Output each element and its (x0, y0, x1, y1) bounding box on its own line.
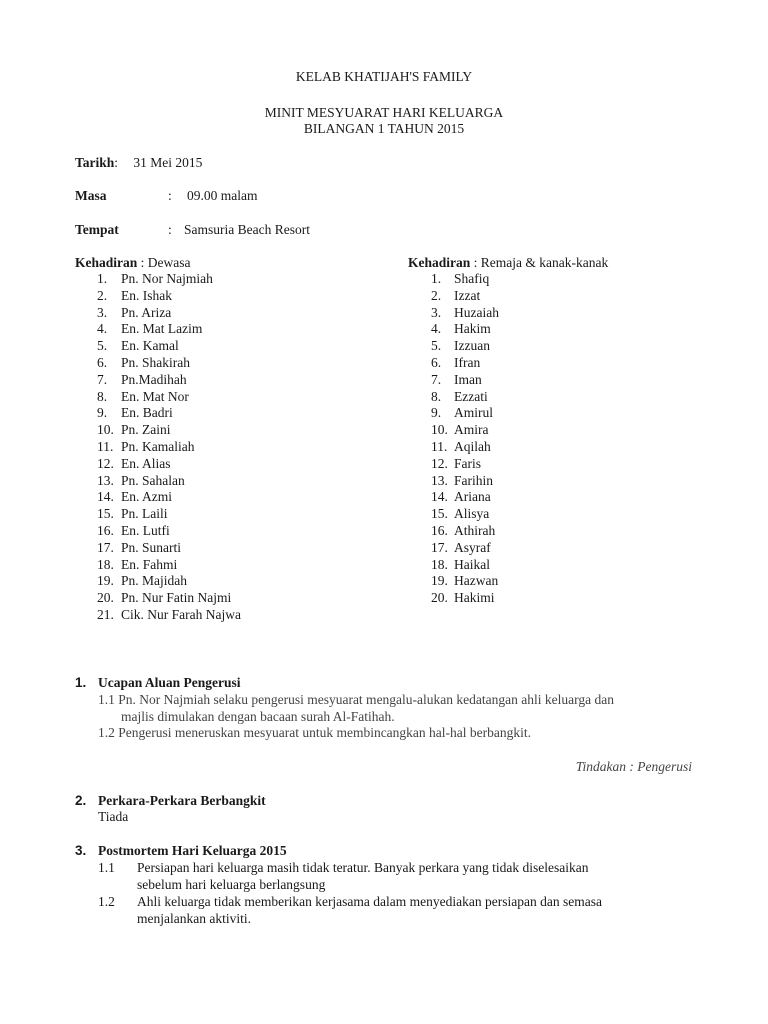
place-value: Samsuria Beach Resort (184, 222, 310, 237)
attendee-item (431, 540, 499, 557)
attendee-number: 9. (431, 405, 442, 421)
place-sep: : (168, 222, 172, 237)
attendee-name: Aqilah (454, 438, 491, 454)
section-2-body: Tiada (98, 809, 129, 824)
attendee-number: 10. (431, 422, 448, 438)
attendee-item (431, 473, 499, 490)
attendee-number: 13. (97, 472, 114, 488)
attendee-name: Pn. Nur Fatin Najmi (121, 590, 232, 606)
attendee-name: Hakim (454, 321, 491, 337)
section-3-number: 3. (75, 843, 87, 858)
attendee-number: 20. (431, 590, 448, 606)
attendee-name: En. Ishak (121, 287, 172, 303)
attendee-name: Shafiq (454, 271, 490, 286)
attendee-number: 9. (97, 405, 108, 421)
attendee-item (97, 338, 241, 355)
attendee-item (97, 389, 241, 406)
attendee-item (431, 557, 499, 574)
attendee-name: Pn. Kamaliah (121, 438, 195, 454)
attendee-name: En. Mat Lazim (121, 321, 203, 337)
attendee-name: Amira (454, 422, 489, 438)
section-2-number: 2. (75, 793, 87, 808)
attendee-name: Amirul (454, 405, 493, 421)
attendee-number: 13. (431, 472, 448, 488)
attendee-item (97, 590, 241, 607)
attendee-item (431, 590, 499, 607)
attendee-item (97, 422, 241, 439)
youth-attendance-heading: Kehadiran : Remaja & kanak-kanak (408, 255, 609, 270)
attendee-number: 7. (97, 371, 108, 387)
attendee-item (431, 305, 499, 322)
attendee-name: Alisya (454, 506, 490, 522)
attendee-number: 10. (97, 422, 114, 438)
attendee-item (97, 557, 241, 574)
attendee-item (431, 573, 499, 590)
attendee-item (97, 288, 241, 305)
attendee-number: 20. (97, 590, 114, 606)
attendee-item (97, 456, 241, 473)
attendee-item (97, 489, 241, 506)
attendee-name: Pn.Madihah (121, 371, 187, 387)
attendee-number: 15. (97, 506, 114, 522)
attendee-number: 2. (431, 287, 442, 303)
attendee-name: Pn. Sahalan (121, 472, 185, 488)
attendee-name: Pn. Majidah (121, 573, 187, 589)
attendee-name: Izzat (454, 287, 481, 303)
attendee-item (97, 540, 241, 557)
attendee-number: 12. (97, 455, 114, 471)
attendee-name: Ifran (454, 354, 481, 370)
attendee-number: 6. (97, 354, 108, 370)
attendee-name: En. Mat Nor (121, 388, 189, 404)
minutes-title: MINIT MESYUARAT HARI KELUARGA (264, 105, 504, 120)
section-1-number: 1. (75, 675, 87, 690)
attendee-item (97, 321, 241, 338)
youth-list (431, 271, 499, 607)
attendee-item (431, 489, 499, 506)
date-row (75, 155, 202, 171)
attendee-name: Cik. Nur Farah Najwa (121, 606, 241, 622)
time-value: 09.00 malam (187, 188, 258, 203)
attendee-number: 11. (97, 438, 114, 454)
attendee-number: 18. (431, 556, 448, 572)
attendee-item (97, 573, 241, 590)
attendee-number: 4. (97, 321, 108, 337)
section-1-item-1-line-2: majlis dimulakan dengan bacaan surah Al-Fatihah. (121, 709, 395, 724)
attendee-number: 19. (97, 573, 114, 589)
attendee-item (431, 288, 499, 305)
section-1-action: Tindakan : Pengerusi (575, 759, 692, 774)
attendee-item (97, 439, 241, 456)
attendee-name: Pn. Nor Najmiah (121, 271, 213, 286)
attendee-number: 4. (431, 321, 442, 337)
attendee-name: Farihin (454, 472, 493, 488)
attendee-item (97, 305, 241, 322)
attendee-number: 5. (431, 338, 442, 354)
attendee-number: 8. (97, 388, 108, 404)
attendee-name: Haikal (454, 556, 490, 572)
attendee-number: 3. (431, 304, 442, 320)
attendee-number: 6. (431, 354, 442, 370)
section-3-item-1-number: 1.1 (98, 860, 115, 875)
attendee-item (97, 405, 241, 422)
attendee-number: 5. (97, 338, 108, 354)
attendee-number: 11. (431, 438, 448, 454)
attendee-item (97, 473, 241, 490)
attendee-item (431, 439, 499, 456)
attendee-item (431, 523, 499, 540)
attendee-number: 1. (431, 271, 442, 286)
attendee-item (97, 607, 241, 624)
attendee-number: 8. (431, 388, 442, 404)
attendee-name: En. Lutfi (121, 522, 170, 538)
attendee-name: Huzaiah (454, 304, 499, 320)
attendee-name: En. Azmi (121, 489, 172, 505)
attendee-item (431, 355, 499, 372)
attendee-name: Pn. Ariza (121, 304, 172, 320)
attendee-name: Ezzati (454, 388, 488, 404)
attendee-item (431, 506, 499, 523)
attendee-item (431, 405, 499, 422)
date-value: 31 Mei 2015 (133, 155, 203, 170)
section-3-item-2-line-1: Ahli keluarga tidak memberikan kerjasama dalam menyediakan persiapan dan semasa (137, 894, 602, 909)
time-label: Masa (75, 188, 107, 203)
attendee-name: Pn. Shakirah (121, 354, 190, 370)
attendee-name: En. Badri (121, 405, 173, 421)
attendee-name: Hakimi (454, 590, 495, 606)
attendee-name: En. Alias (121, 455, 171, 471)
attendee-name: Pn. Sunarti (121, 539, 182, 555)
attendee-number: 1. (97, 271, 108, 286)
attendee-name: En. Fahmi (121, 556, 178, 572)
attendee-item (431, 372, 499, 389)
attendee-number: 2. (97, 287, 108, 303)
attendee-name: Asyraf (454, 539, 491, 555)
time-sep: : (168, 188, 172, 203)
attendee-item (97, 523, 241, 540)
attendee-name: Pn. Zaini (121, 422, 171, 438)
attendee-number: 16. (97, 522, 114, 538)
place-label: Tempat (75, 222, 119, 237)
section-3-item-1-line-1: Persiapan hari keluarga masih tidak teratur. Banyak perkara yang tidak diselesaikan (137, 860, 589, 875)
attendee-item (97, 355, 241, 372)
attendee-number: 16. (431, 522, 448, 538)
attendee-number: 3. (97, 304, 108, 320)
attendee-item (97, 372, 241, 389)
attendee-number: 15. (431, 506, 448, 522)
adults-attendance-heading: Kehadiran : Dewasa (75, 255, 191, 270)
attendee-number: 19. (431, 573, 448, 589)
section-3-title: Postmortem Hari Keluarga 2015 (98, 843, 287, 858)
attendee-item (431, 456, 499, 473)
attendee-item (431, 389, 499, 406)
attendee-item (97, 506, 241, 523)
adults-list (97, 271, 241, 624)
attendee-number: 17. (97, 539, 114, 555)
section-3-item-1-line-2: sebelum hari keluarga berlangsung (137, 877, 326, 892)
attendee-name: En. Kamal (121, 338, 179, 354)
attendee-number: 7. (431, 371, 442, 387)
section-3-item-2-line-2: menjalankan aktiviti. (137, 911, 251, 926)
attendee-number: 12. (431, 455, 448, 471)
attendee-number: 17. (431, 539, 448, 555)
attendee-name: Pn. Laili (121, 506, 168, 522)
attendee-item (431, 321, 499, 338)
date-sep: : (114, 155, 119, 170)
minutes-subtitle: BILANGAN 1 TAHUN 2015 (303, 121, 465, 136)
attendee-item (97, 271, 241, 288)
attendee-name: Hazwan (454, 573, 499, 589)
attendee-item (431, 338, 499, 355)
section-1-item-1-line-1: 1.1 Pn. Nor Najmiah selaku pengerusi mesyuarat mengalu-alukan kedatangan ahli keluarga dan (98, 692, 614, 707)
attendee-name: Faris (454, 455, 481, 471)
attendee-name: Athirah (454, 522, 496, 538)
attendee-number: 14. (97, 489, 114, 505)
section-1-item-2: 1.2 Pengerusi meneruskan mesyuarat untuk membincangkan hal-hal berbangkit. (98, 725, 532, 740)
club-name: KELAB KHATIJAH'S FAMILY (295, 69, 473, 84)
attendee-name: Iman (454, 371, 482, 387)
section-2-title: Perkara-Perkara Berbangkit (98, 793, 266, 808)
attendee-item (431, 271, 499, 288)
section-3-item-2-number: 1.2 (98, 894, 115, 909)
date-label: Tarikh (75, 155, 115, 170)
section-1-title: Ucapan Aluan Pengerusi (98, 675, 241, 690)
attendee-item (431, 422, 499, 439)
attendee-name: Ariana (454, 489, 491, 505)
attendee-number: 18. (97, 556, 114, 572)
attendee-number: 14. (431, 489, 448, 505)
attendee-number: 21. (97, 606, 114, 622)
attendee-name: Izzuan (454, 338, 490, 354)
